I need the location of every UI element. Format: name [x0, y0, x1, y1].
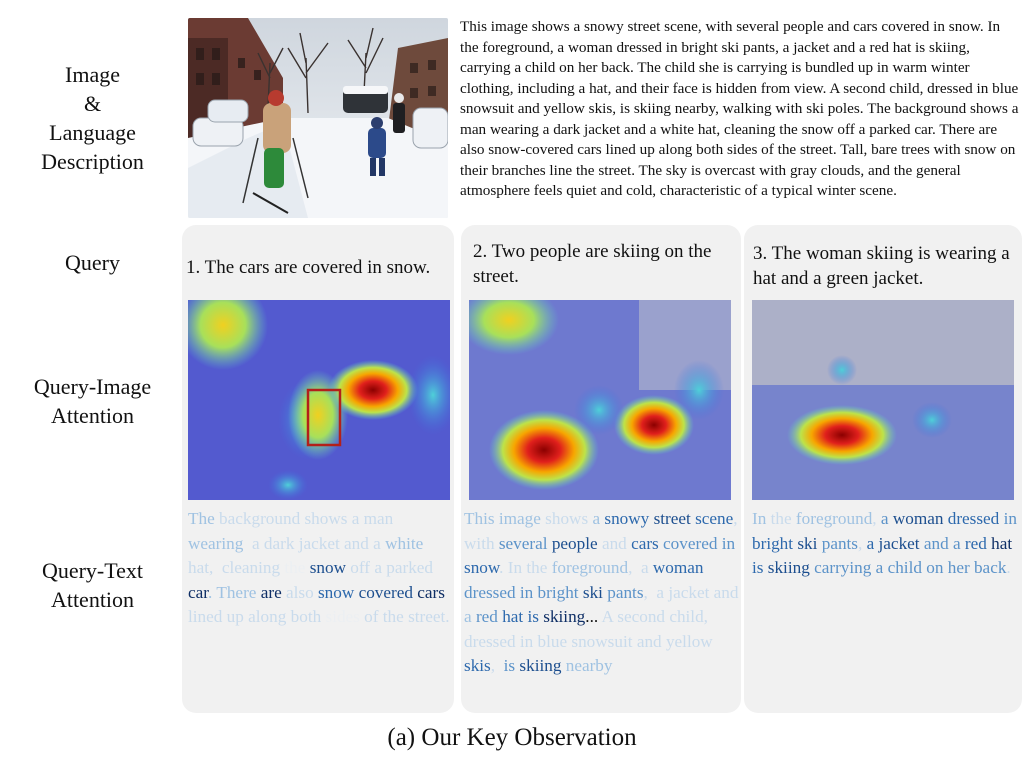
attention-word: and yellow — [636, 631, 718, 651]
attention-word: a man — [351, 509, 394, 528]
attention-word: is — [752, 558, 768, 577]
snowy-street-photo — [188, 18, 448, 218]
attention-word: A second — [598, 607, 666, 626]
attention-word: The — [188, 509, 220, 528]
attention-heatmap — [752, 300, 1014, 500]
attention-heatmap — [188, 300, 450, 500]
row-label-query-text-attention — [10, 556, 175, 614]
attention-word: , — [858, 533, 863, 553]
row-label-query — [10, 248, 175, 277]
attention-word: red — [964, 533, 992, 553]
attention-word: carrying a child on her back — [814, 558, 1007, 577]
attention-word: ... — [585, 607, 599, 626]
attention-word: and — [601, 533, 627, 553]
attention-text — [464, 507, 744, 679]
attention-word: a dark jacket and a — [247, 533, 381, 553]
query-panel-1 — [182, 225, 454, 713]
query-text: 3. The woman skiing is wearing a hat and a green jacket. — [753, 243, 1010, 289]
attention-heatmap-graphic — [752, 300, 1014, 500]
attention-word: snow — [317, 582, 359, 602]
figure-caption: (a) Our Key Observation — [387, 724, 637, 751]
attention-word: scene — [695, 509, 734, 528]
attention-word: several — [498, 533, 552, 553]
attention-word: skiing — [767, 558, 810, 577]
attention-word: dressed — [947, 509, 1004, 528]
attention-word: , with — [464, 509, 742, 553]
attention-word: foreground — [795, 509, 873, 528]
attention-heatmap-graphic — [188, 300, 450, 500]
attention-word: are — [260, 582, 286, 602]
attention-word: and a — [923, 533, 965, 553]
attention-word: in — [721, 533, 740, 553]
language-description: This image shows a snowy street scene, with several people and cars covered in snow. In the foreground, a woman dressed in bright ski pants, a jacket and a red hat is skiing, carrying a child on her back. The child she is carrying is bundled up in warm winter clothing, including a hat, and their face is hidden from view. A second child, dressed in blue snowsuit and yellow skis, is skiing nearby, walking with ski poles. The background shows a man wearing a dark jacket and a white hat, cleaning the snow off a parked car. There are also snow-covered cars lined up along both sides of the street. Tall, bare trees with snow on their branches line the street. The sky is overcast with gray clouds, and the general atmosphere feels quiet and cold, characteristic of a typical winter scene. — [460, 18, 1019, 199]
attention-word: , — [490, 656, 504, 675]
attention-word: foreground — [551, 558, 629, 577]
attention-word: is — [503, 656, 520, 675]
attention-word: ski — [582, 582, 608, 602]
attention-word: This image — [464, 509, 546, 528]
attention-heatmap-graphic — [469, 300, 731, 500]
row-label-line: Attention — [50, 587, 135, 612]
row-label-line: Query-Text — [41, 558, 144, 583]
attention-word: ski — [797, 533, 822, 553]
attention-word: covered — [663, 533, 722, 553]
attention-word: shows — [545, 509, 593, 528]
attention-word: car — [188, 582, 209, 602]
attention-word: woman — [652, 558, 708, 577]
row-label-image-description — [10, 60, 175, 176]
attention-word: the — [284, 558, 310, 577]
query-panel-3 — [744, 225, 1022, 713]
attention-word: in — [1003, 509, 1022, 528]
attention-word: , a jacket and — [643, 582, 739, 602]
attention-word: There — [216, 582, 261, 602]
attention-word: skiing — [519, 656, 566, 675]
attention-word: hat, — [188, 558, 222, 577]
snowy-street-illustration — [188, 18, 448, 218]
row-label-line: Image — [65, 62, 120, 87]
attention-word: , a — [628, 558, 653, 577]
attention-word: skis — [464, 656, 491, 675]
attention-word: white — [385, 533, 428, 553]
attention-word: bright — [752, 533, 798, 553]
row-label-line: Query-Image — [33, 374, 152, 399]
row-label-query-image-attention — [10, 372, 175, 430]
query-text: 2. Two people are skiing on the street. — [473, 241, 712, 287]
attention-word: pants — [821, 533, 858, 553]
row-label-line: Attention — [50, 403, 135, 428]
attention-word: lined up — [188, 607, 244, 626]
attention-word: . — [208, 582, 217, 602]
attention-word: jacket — [878, 533, 924, 553]
attention-word: snow — [464, 558, 500, 577]
attention-word — [393, 509, 397, 528]
attention-word: pants — [607, 582, 644, 602]
attention-word: child, dressed in blue snowsuit — [464, 607, 713, 651]
row-label-line: Query — [65, 250, 120, 275]
attention-word: nearby — [565, 656, 613, 675]
attention-word: off a parked — [350, 558, 438, 577]
attention-word: a — [592, 509, 605, 528]
query-panel-2 — [461, 225, 741, 713]
attention-word: dressed — [464, 582, 516, 602]
attention-word: woman — [892, 509, 944, 528]
attention-word: In — [752, 509, 771, 528]
attention-word — [738, 583, 742, 602]
attention-word: snowy — [604, 509, 654, 528]
attention-word: cleaning — [221, 558, 285, 577]
attention-word: street — [653, 509, 691, 528]
attention-word: cars — [631, 533, 664, 553]
attention-word: is — [527, 607, 544, 626]
attention-word: people — [551, 533, 602, 553]
attention-word: . — [1006, 558, 1011, 577]
attention-word: red — [475, 607, 503, 626]
attention-word: cars — [417, 582, 450, 602]
attention-word: of the street. — [364, 607, 450, 626]
attention-text — [752, 507, 1022, 581]
query-text: 1. The cars are covered in snow. — [186, 257, 431, 278]
attention-text — [188, 507, 452, 630]
attention-word: along both — [248, 607, 326, 626]
attention-word: hat — [502, 607, 528, 626]
attention-word: also — [286, 582, 314, 602]
row-label-line: Language — [49, 120, 136, 145]
attention-word: a — [464, 607, 476, 626]
attention-word: . In the — [499, 558, 548, 577]
attention-word: hat — [991, 533, 1017, 553]
row-label-line: & — [83, 91, 102, 116]
attention-word: in bright — [519, 582, 583, 602]
attention-word: sides — [325, 607, 365, 626]
attention-word: , — [872, 509, 881, 528]
attention-heatmap — [469, 300, 731, 500]
attention-word: wearing — [188, 533, 248, 553]
row-label-line: Description — [41, 149, 144, 174]
attention-word: shows — [304, 509, 352, 528]
attention-word: skiing — [543, 607, 586, 626]
attention-word: snow — [309, 558, 346, 577]
attention-word: a — [880, 509, 893, 528]
attention-word: background — [219, 509, 305, 528]
attention-word: the — [770, 509, 796, 528]
attention-word: covered — [358, 582, 418, 602]
attention-word: a — [866, 533, 879, 553]
